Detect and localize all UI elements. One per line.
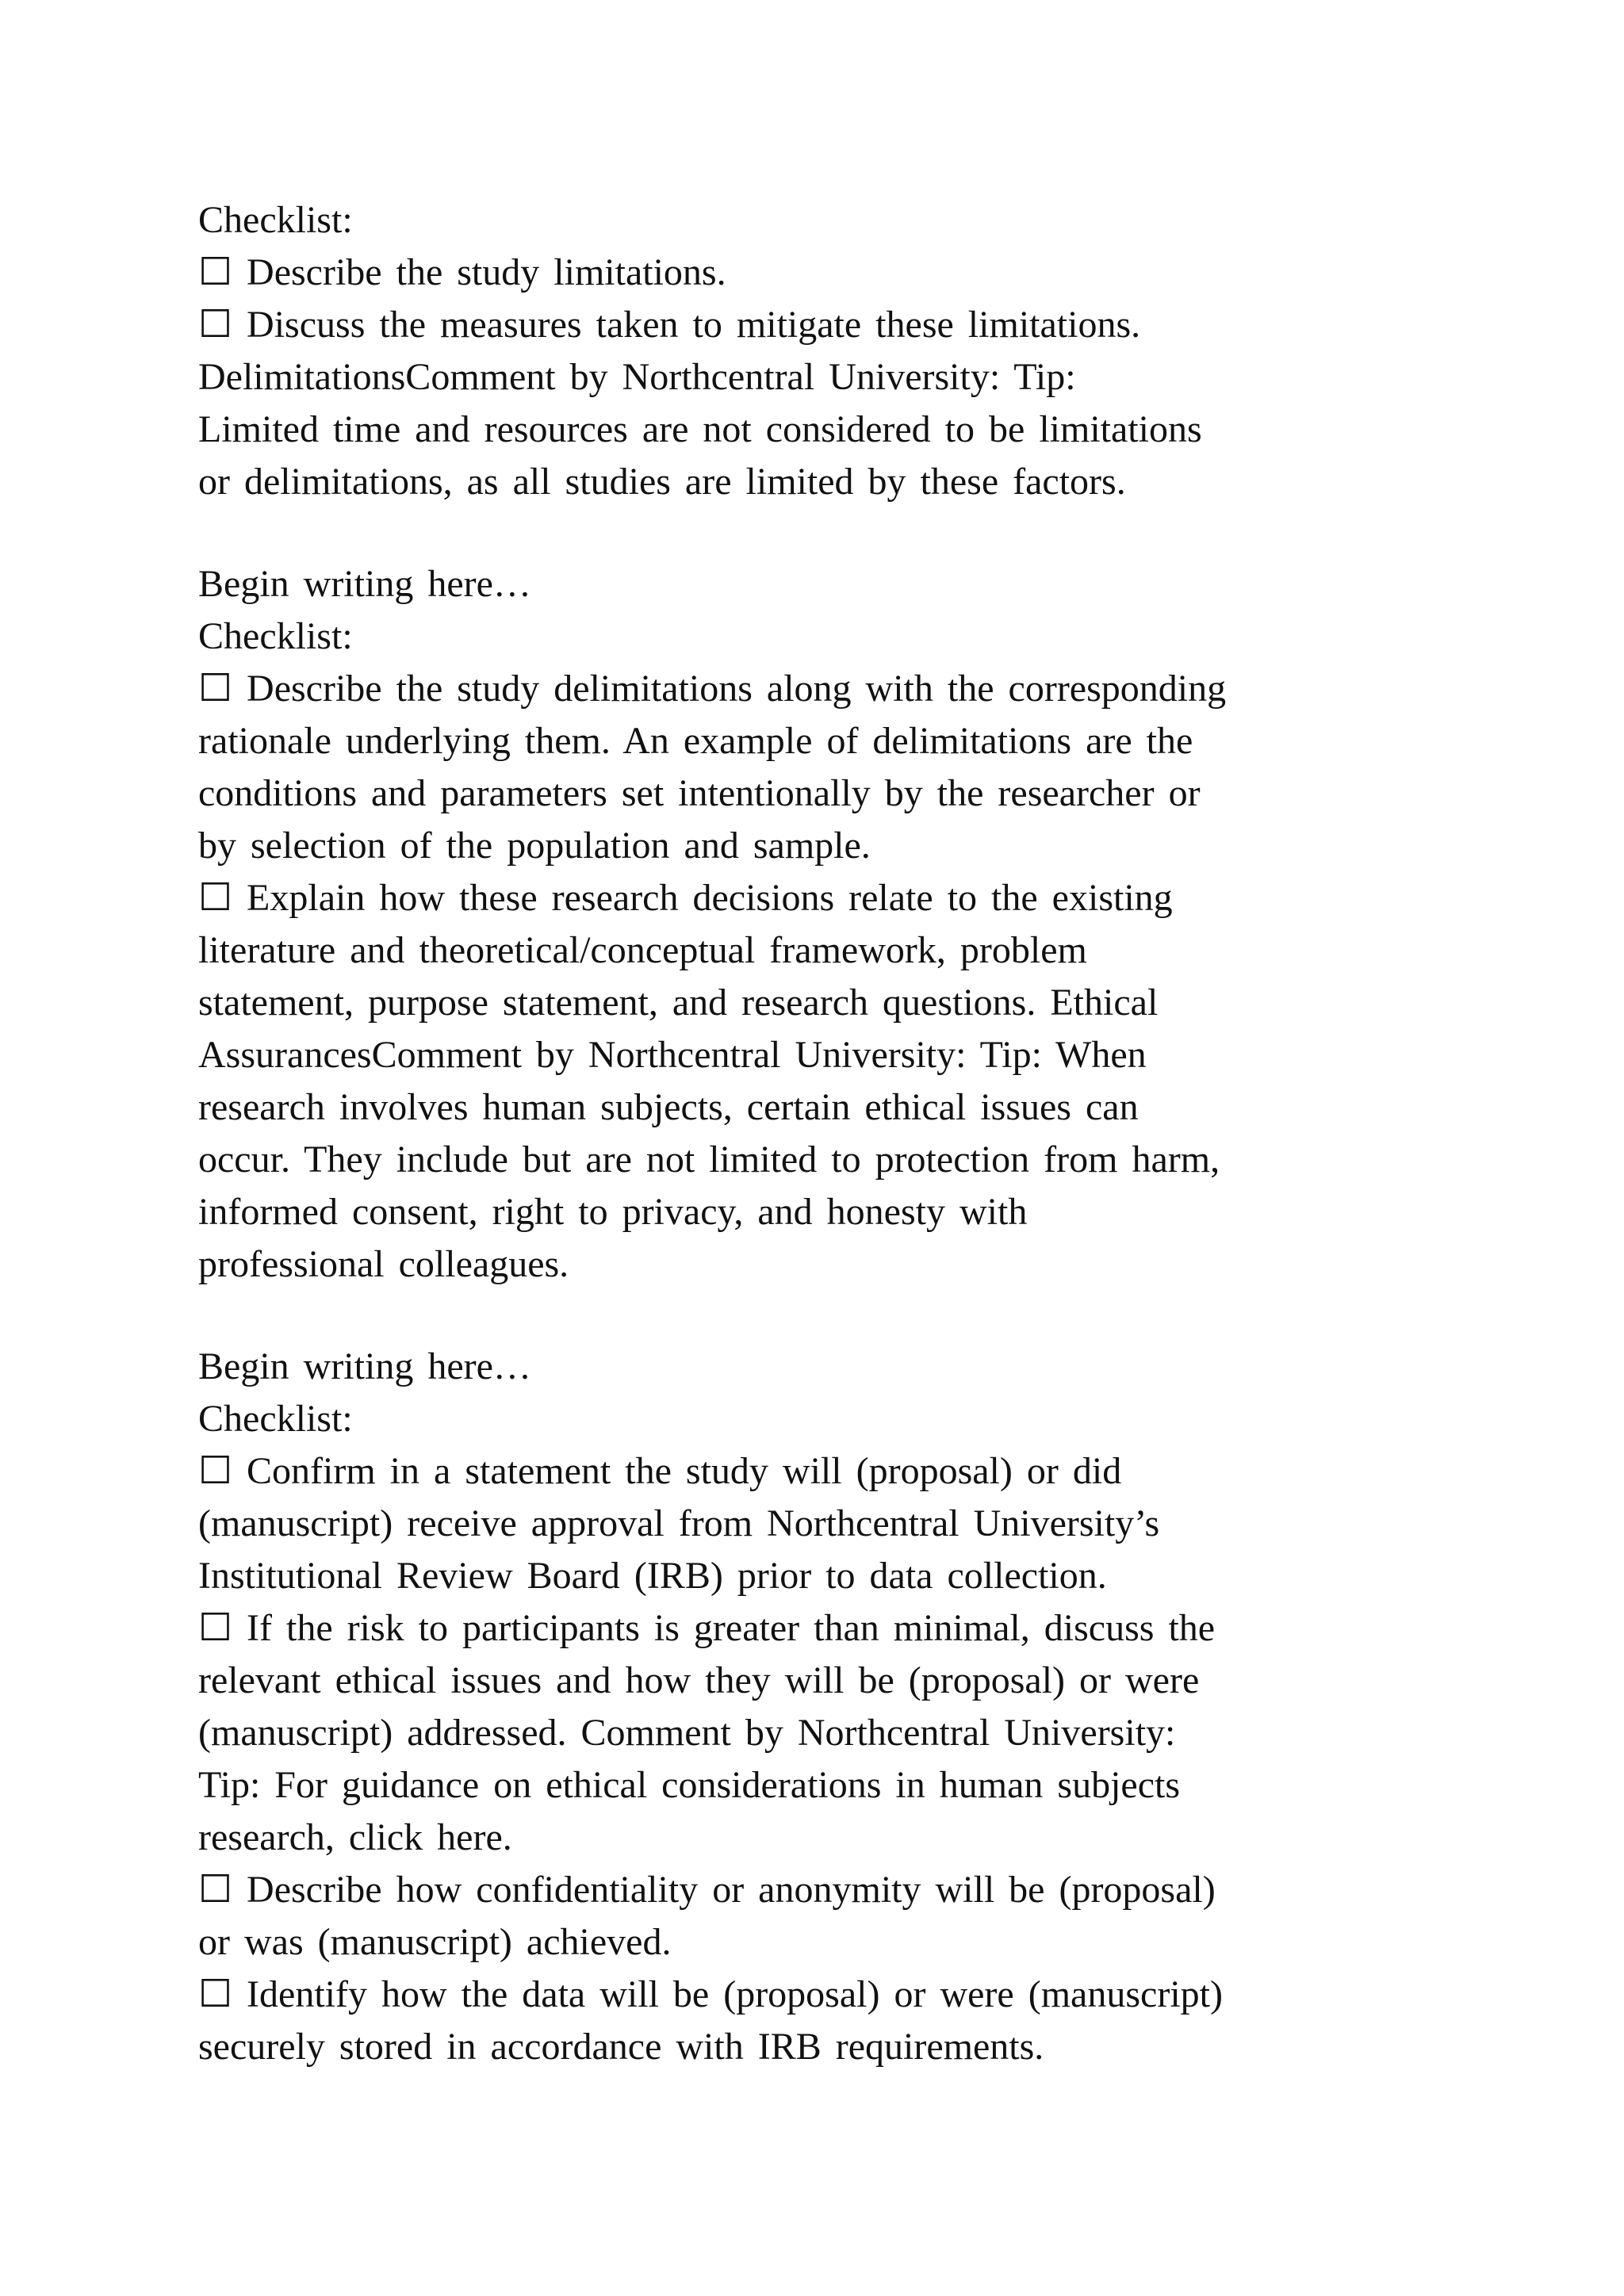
checklist-item-delimitations: ☐ Describe the study delimitations along with the corresponding	[198, 668, 1227, 710]
comment-text-line: Limited time and resources are not considered to be limitations	[198, 408, 1202, 450]
comment-text-line: professional colleagues.	[198, 1243, 569, 1285]
checklist-item-confidentiality: ☐ Describe how confidentiality or anonymity will be (proposal)	[198, 1869, 1216, 1911]
checklist-heading: Checklist:	[198, 1398, 353, 1440]
body-text-line: relevant ethical issues and how they will be (proposal) or were	[198, 1659, 1200, 1701]
body-text-line: literature and theoretical/conceptual framework, problem	[198, 929, 1087, 971]
body-text-line: (manuscript) receive approval from Northcentral University’s	[198, 1502, 1160, 1544]
body-text-line: by selection of the population and sample.	[198, 825, 871, 867]
body-text-line: statement, purpose statement, and research questions. Ethical	[198, 982, 1159, 1024]
checklist-item-risk: ☐ If the risk to participants is greater than minimal, discuss the	[198, 1607, 1216, 1649]
comment-text-line: informed consent, right to privacy, and honesty with	[198, 1191, 1028, 1233]
click-here-link[interactable]: research, click here.	[198, 1816, 512, 1858]
checklist-item-data-storage: ☐ Identify how the data will be (proposal) or were (manuscript)	[198, 1973, 1223, 2015]
comment-line: (manuscript) addressed. Comment by Northcentral University:	[198, 1712, 1176, 1754]
ethical-assurances-comment-line: AssurancesComment by Northcentral University: Tip: When	[198, 1034, 1147, 1076]
body-text-line: conditions and parameters set intentionally by the researcher or	[198, 772, 1201, 814]
body-text-line: or was (manuscript) achieved.	[198, 1921, 672, 1963]
comment-text-line: research involves human subjects, certain ethical issues can	[198, 1086, 1139, 1128]
body-text-line: Institutional Review Board (IRB) prior to data collection.	[198, 1555, 1107, 1597]
body-text-line: rationale underlying them. An example of delimitations are the	[198, 720, 1193, 762]
comment-text-line: Tip: For guidance on ethical considerations in human subjects	[198, 1764, 1181, 1806]
comment-text-line: or delimitations, as all studies are limited by these factors.	[198, 461, 1126, 503]
checklist-heading: Checklist:	[198, 615, 353, 657]
body-text-line: securely stored in accordance with IRB requirements.	[198, 2026, 1044, 2068]
checklist-item-mitigate: ☐ Discuss the measures taken to mitigate these limitations.	[198, 304, 1141, 346]
checklist-item-explain: ☐ Explain how these research decisions relate to the existing	[198, 877, 1173, 919]
begin-writing-placeholder[interactable]: Begin writing here…	[198, 563, 531, 605]
checklist-item-confirm-irb: ☐ Confirm in a statement the study will (proposal) or did	[198, 1450, 1122, 1492]
checklist-item-limitations: ☐ Describe the study limitations.	[198, 251, 726, 293]
checklist-heading: Checklist:	[198, 199, 353, 241]
delimitations-comment-line: DelimitationsComment by Northcentral University: Tip:	[198, 356, 1076, 398]
begin-writing-placeholder[interactable]: Begin writing here…	[198, 1345, 531, 1387]
comment-text-line: occur. They include but are not limited to protection from harm,	[198, 1138, 1220, 1181]
